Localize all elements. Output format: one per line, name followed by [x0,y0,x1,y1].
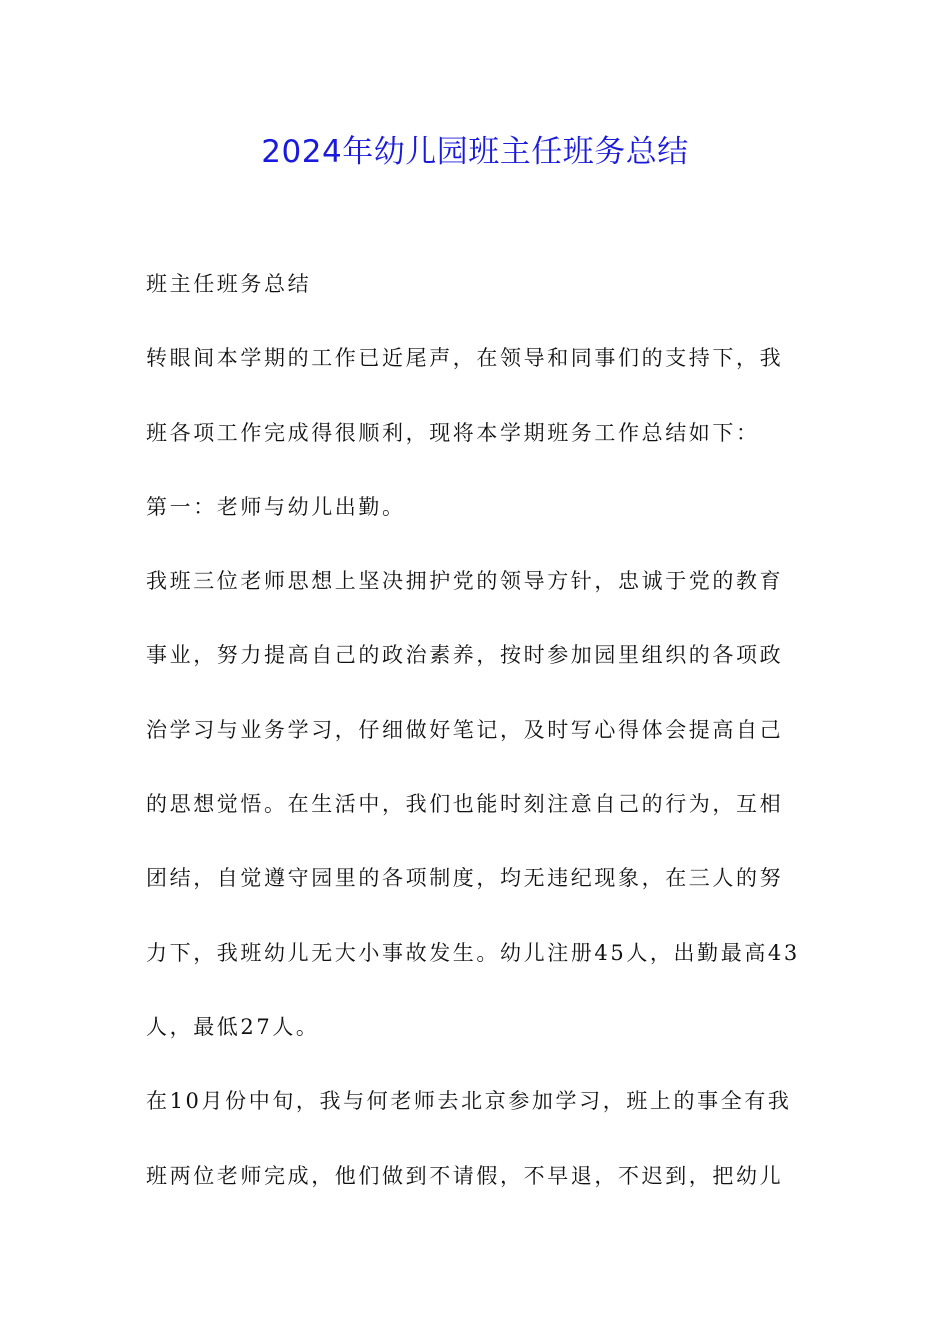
paragraph-line: 转眼间本学期的工作已近尾声，在领导和同事们的支持下，我 [146,346,784,371]
paragraph-line: 团结，自觉遵守园里的各项制度，均无违纪现象，在三人的努 [146,866,784,891]
section-heading: 第一：老师与幼儿出勤。 [146,494,406,519]
paragraph-line: 在10月份中旬，我与何老师去北京参加学习，班上的事全有我 [146,1089,792,1114]
paragraph-line: 我班三位老师思想上坚决拥护党的领导方针，忠诚于党的教育 [146,569,784,594]
section-heading: 班主任班务总结 [146,272,312,296]
paragraph-line: 的思想觉悟。在生活中，我们也能时刻注意自己的行为，互相 [146,792,784,817]
document-title: 2024年幼儿园班主任班务总结 [261,134,689,170]
paragraph-line: 人，最低27人。 [146,1014,320,1039]
document-body [146,262,811,1228]
paragraph-line: 事业，努力提高自己的政治素养，按时参加园里组织的各项政 [146,643,784,668]
paragraph-line: 班各项工作完成得很顺利，现将本学期班务工作总结如下： [146,420,760,445]
paragraph-line: 班两位老师完成，他们做到不请假，不早退，不迟到，把幼儿 [146,1163,784,1188]
paragraph-line: 治学习与业务学习，仔细做好笔记，及时写心得体会提高自己 [146,717,784,742]
paragraph-line: 力下，我班幼儿无大小事故发生。幼儿注册45人，出勤最高43 [146,940,800,965]
